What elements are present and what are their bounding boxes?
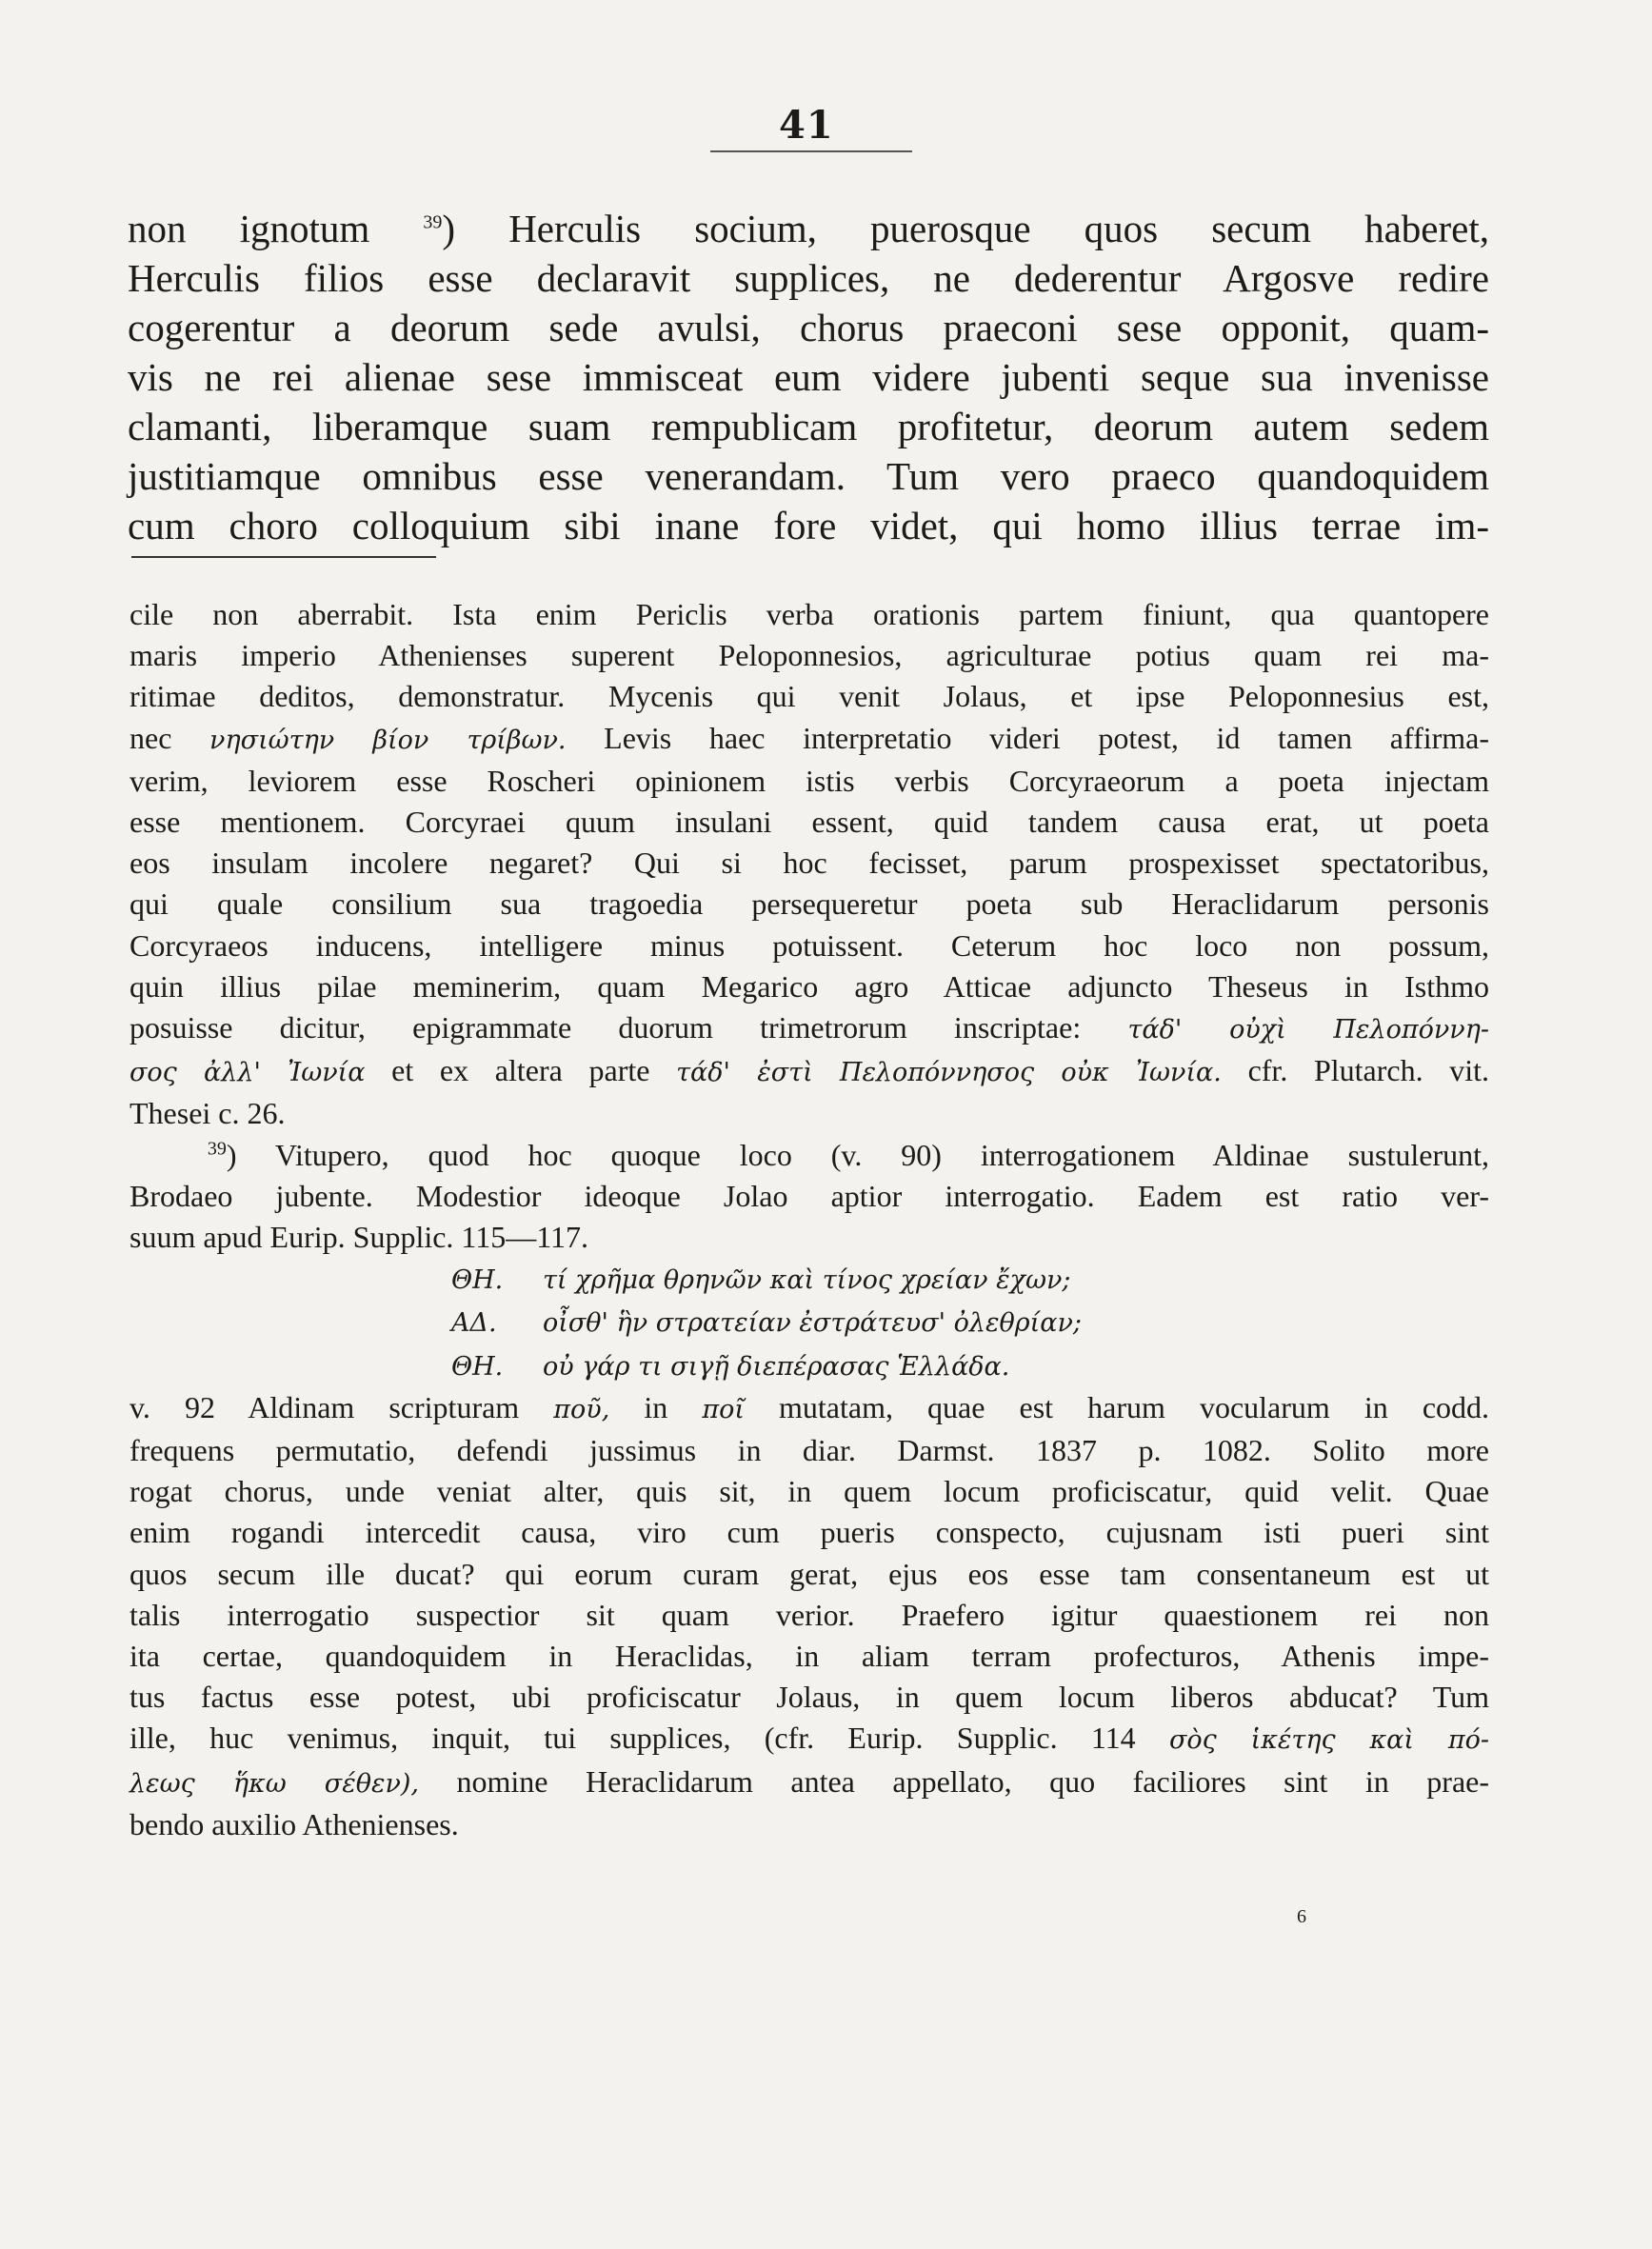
- footnote-line: rogat chorus, unde veniat alter, quis sit, in quem locum proficiscatur, quid velit. Quae: [129, 1474, 1489, 1509]
- footnote-ref: 39: [423, 211, 443, 233]
- verse-line: ΘΗ. οὐ γάρ τι σιγῇ διεπέρασας Ἑλλάδα.: [451, 1351, 1010, 1382]
- main-line: vis ne rei alienae sese immisceat eum videre jubenti seque sua invenisse: [128, 355, 1489, 399]
- greek-quote: νησιώτην βίον τρίβων.: [209, 725, 567, 755]
- footnote-rule: [131, 556, 436, 558]
- footnote-line: λεως ἥκω σέθεν), nomine Heraclidarum antea appellato, quo faciliores sint in prae-: [129, 1763, 1490, 1799]
- main-line: clamanti, liberamque suam rempublicam profitetur, deorum autem sedem: [128, 405, 1489, 448]
- verse-quotation: [451, 1258, 1489, 1387]
- footnote-marker: 39: [207, 1137, 227, 1159]
- footnote-line: Corcyraeos inducens, intelligere minus potuissent. Ceterum hoc loco non possum,: [129, 927, 1489, 963]
- footnote-line: talis interrogatio suspectior sit quam verior. Praefero igitur quaestionem rei non: [129, 1597, 1489, 1632]
- main-line: justitiamque omnibus esse venerandam. Tum vero praeco quandoquidem: [128, 454, 1489, 498]
- footnote-line: bendo auxilio Athenienses.: [129, 1806, 459, 1841]
- page-number: 41: [779, 103, 834, 148]
- greek-quote: τάδ' ἐστὶ Πελοπόννησος οὐκ Ἰωνία.: [676, 1058, 1222, 1088]
- footnote-line: ita certae, quandoquidem in Heraclidas, in aliam terram profecturos, Athenis impe-: [129, 1639, 1489, 1674]
- verse-note-start: v. 92 Aldinam scripturam ποῦ, in ποῖ mutatam, quae est harum vocularum in codd.: [129, 1389, 1490, 1424]
- footnote-line: σος ἀλλ' Ἰωνία et ex altera parte τάδ' ἐστὶ Πελοπόννησος οὐκ Ἰωνία. cfr. Plutarch. vit.: [129, 1053, 1490, 1088]
- main-text: [128, 204, 1489, 550]
- greek-quote: τάδ' οὐχὶ Πελοπόννη-: [1127, 1015, 1490, 1045]
- footnote-line: maris imperio Athenienses superent Peloponnesios, agriculturae potius quam rei ma-: [129, 638, 1489, 673]
- header-rule: [710, 150, 912, 152]
- main-line: non ignotum $^{39}$) Herculis socium, puerosque quos secum haberet,: [128, 207, 1489, 250]
- footnote-line: Brodaeo jubente. Modestior ideoque Jolao aptior interrogatio. Eadem est ratio ver-: [129, 1178, 1489, 1213]
- footnote-line: enim rogandi intercedit causa, viro cum pueris conspecto, cujusnam isti pueri sint: [129, 1515, 1489, 1550]
- footnote-line: frequens permutatio, defendi jussimus in diar. Darmst. 1837 p. 1082. Solito more: [129, 1433, 1489, 1468]
- footnote-line: nec νησιώτην βίον τρίβων. Levis haec interpretatio videri potest, id tamen affirma-: [129, 720, 1490, 755]
- footnote-line: quos secum ille ducat? qui eorum curam gerat, ejus eos esse tam consentaneum est ut: [129, 1556, 1489, 1591]
- footnote-line: verim, leviorem esse Roscheri opinionem istis verbis Corcyraeorum a poeta injectam: [129, 763, 1489, 798]
- footnote-line: esse mentionem. Corcyraei quum insulani essent, quid tandem causa erat, ut poeta: [129, 805, 1489, 840]
- main-line: cogerentur a deorum sede avulsi, chorus praeconi sese opponit, quam-: [128, 306, 1489, 349]
- verse-line: ΑΔ. οἶσθ' ἣν στρατείαν ἐστράτευσ' ὀλεθρίαν;: [451, 1308, 1082, 1339]
- footnote-39-start: $^{39}$) Vitupero, quod hoc quoque loco (v. 90) interrogationem Aldinae sustulerunt,: [207, 1137, 1490, 1172]
- footnotes: [129, 594, 1489, 1845]
- main-line: Herculis filios esse declaravit supplices, ne dederentur Argosve redire: [128, 256, 1489, 300]
- footnote-line: qui quale consilium sua tragoedia persequeretur poeta sub Heraclidarum personis: [129, 886, 1489, 922]
- footnote-line: ille, huc venimus, inquit, tui supplices, (cfr. Eurip. Supplic. 114 σὸς ἱκέτης καὶ πό-: [129, 1721, 1489, 1756]
- footnote-line: Thesei c. 26.: [129, 1096, 286, 1131]
- verse-line: ΘΗ. τί χρῆμα θρηνῶν καὶ τίνος χρείαν ἔχων;: [451, 1265, 1071, 1296]
- footnote-line: cile non aberrabit. Ista enim Periclis verba orationis partem finiunt, qua quantopere: [129, 597, 1489, 631]
- footnote-line: quin illius pilae meminerim, quam Megarico agro Atticae adjuncto Theseus in Isthmo: [129, 968, 1489, 1004]
- main-line: cum choro colloquium sibi inane fore videt, qui homo illius terrae im-: [128, 504, 1489, 547]
- footnote-line: ritimae deditos, demonstratur. Mycenis qui venit Jolaus, et ipse Peloponnesius est,: [129, 679, 1489, 714]
- greek-quote: σος ἀλλ' Ἰωνία: [129, 1058, 366, 1088]
- signature-mark: 6: [1297, 1906, 1306, 1927]
- footnote-line: tus factus esse potest, ubi proficiscatur Jolaus, in quem locum liberos abducat? Tum: [129, 1680, 1489, 1715]
- footnote-line: eos insulam incolere negaret? Qui si hoc fecisset, parum prospexisset spectatoribus,: [129, 846, 1489, 881]
- footnote-line: posuisse dicitur, epigrammate duorum trimetrorum inscriptae: τάδ' οὐχὶ Πελοπόννη-: [129, 1010, 1490, 1045]
- footnote-line: suum apud Eurip. Supplic. 115—117.: [129, 1220, 589, 1255]
